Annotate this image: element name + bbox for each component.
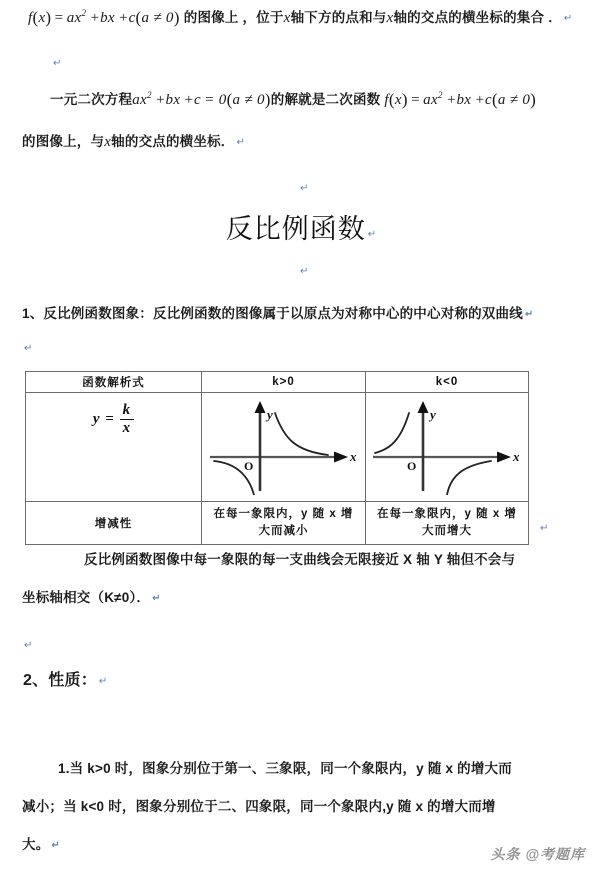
property-line-2-text: 减小；当 k<0 时，图象分别位于二、四象限，同一个象限内,y 随 x 的增大而增 bbox=[22, 799, 496, 814]
svg-text:y: y bbox=[266, 407, 274, 422]
table-cell-monotonicity-label: 增减性 bbox=[26, 502, 202, 545]
math-x-var-2: x bbox=[386, 10, 394, 26]
property-1-line-2 bbox=[22, 799, 496, 815]
table-cell-monotonicity-k-negative: 在每一象限内，y 随 x 增大而增大 bbox=[366, 502, 529, 545]
section-2-heading bbox=[23, 672, 107, 690]
page-title-text: 反比例函数 bbox=[225, 214, 366, 244]
paragraph-1-text-a: 的图像上 ，位于 bbox=[183, 10, 284, 25]
math-fx-expression-2: $f(x) = ax^2 +bx +c(a \ne 0)$ bbox=[384, 90, 537, 109]
table-row-graphs bbox=[26, 393, 529, 502]
paragraph-3-text-a: 的图像上，与 bbox=[22, 134, 105, 149]
section-1-text: 1、反比例函数图象：反比例函数的图像属于以原点为对称中心的中心对称的双曲线 bbox=[22, 306, 523, 321]
paragraph-return-mark: ↵ bbox=[563, 13, 573, 24]
paragraph-2-line-1 bbox=[50, 90, 536, 110]
inverse-function-table bbox=[25, 371, 529, 545]
paragraph-1-text-c: 轴的交点的横坐标的集合 ． bbox=[393, 10, 562, 25]
section-2-return-mark: ↵ bbox=[98, 676, 108, 687]
table-cell-formula bbox=[26, 393, 202, 502]
paragraph-1-line-1 bbox=[28, 8, 572, 28]
math-fx-expression: $f(x) = ax^2 +bx +c(a \ne 0)$ bbox=[28, 8, 180, 27]
math-x-var-1: x bbox=[283, 10, 291, 26]
section-1-return-mark: ↵ bbox=[524, 309, 534, 320]
svg-text:O: O bbox=[407, 459, 418, 473]
fraction-numerator: k bbox=[120, 403, 135, 420]
note-paragraph-line-1 bbox=[84, 552, 515, 568]
property-return-mark: ↵ bbox=[51, 840, 60, 851]
note-return-mark: ↵ bbox=[152, 593, 161, 604]
svg-text:y: y bbox=[430, 407, 437, 422]
table-header-k-negative: k<0 bbox=[366, 372, 529, 393]
svg-text:x: x bbox=[349, 449, 357, 464]
formula-y-symbol: y = bbox=[92, 411, 120, 428]
property-1-line-3 bbox=[22, 837, 60, 853]
return-mark-blank-3: ↵ bbox=[300, 266, 309, 277]
return-mark-blank-1: ↵ bbox=[53, 58, 62, 69]
hyperbola-graph-k-positive bbox=[204, 399, 364, 495]
return-mark-blank-4: ↵ bbox=[24, 343, 33, 354]
note-paragraph-line-2 bbox=[22, 590, 161, 606]
property-line-3-text: 大。 bbox=[22, 837, 50, 852]
title-return-mark: ↵ bbox=[367, 229, 378, 240]
watermark: 头条 @考题库 bbox=[490, 846, 585, 862]
table-header-k-positive: k>0 bbox=[202, 372, 366, 393]
return-mark-blank-5: ↵ bbox=[24, 640, 33, 651]
property-line-1-text: 1.当 k>0 时，图象分别位于第一、三象限，同一个象限内，y 随 x 的增大而 bbox=[58, 761, 512, 776]
note-line-2-text: 坐标轴相交（K≠0）． bbox=[22, 590, 151, 605]
table-row-monotonicity bbox=[26, 502, 529, 545]
section-1-heading bbox=[22, 306, 534, 322]
svg-text:O: O bbox=[243, 459, 254, 473]
svg-text:x: x bbox=[513, 449, 521, 464]
table-cell-graph-k-positive bbox=[202, 393, 366, 502]
math-x-var-3: x bbox=[104, 134, 112, 150]
table-row-header bbox=[26, 372, 529, 393]
table-cell-graph-k-negative bbox=[366, 393, 529, 502]
table-cell-monotonicity-k-positive: 在每一象限内，y 随 x 增大而减小 bbox=[202, 502, 366, 545]
return-mark-table: ↵ bbox=[540, 523, 549, 534]
formula-fraction bbox=[120, 403, 135, 436]
paragraph-3-text-b: 轴的交点的横坐标． bbox=[111, 134, 235, 149]
hyperbola-graph-k-negative bbox=[367, 399, 527, 495]
note-line-1-text: 反比例函数图像中每一象限的每一支曲线会无限接近 X 轴 Y 轴但不会与 bbox=[84, 552, 516, 567]
paragraph-2-lead: 一元二次方程 bbox=[50, 92, 133, 107]
fraction-denominator: x bbox=[122, 419, 132, 436]
math-quadratic-equation: $ax^2 +bx +c = 0(a \ne 0)$ bbox=[132, 90, 271, 109]
paragraph-3-return-mark: ↵ bbox=[236, 137, 245, 148]
property-1-line-1 bbox=[58, 761, 512, 777]
table-header-formula-label: 函数解析式 bbox=[26, 372, 202, 393]
paragraph-1-text-b: 轴下方的点和与 bbox=[290, 10, 387, 25]
paragraph-2-mid: 的解就是二次函数 bbox=[270, 92, 381, 107]
paragraph-3-line bbox=[22, 134, 245, 151]
return-mark-blank-2: ↵ bbox=[300, 183, 309, 194]
page-title bbox=[0, 207, 603, 246]
section-2-text: 2、性质： bbox=[23, 672, 97, 689]
